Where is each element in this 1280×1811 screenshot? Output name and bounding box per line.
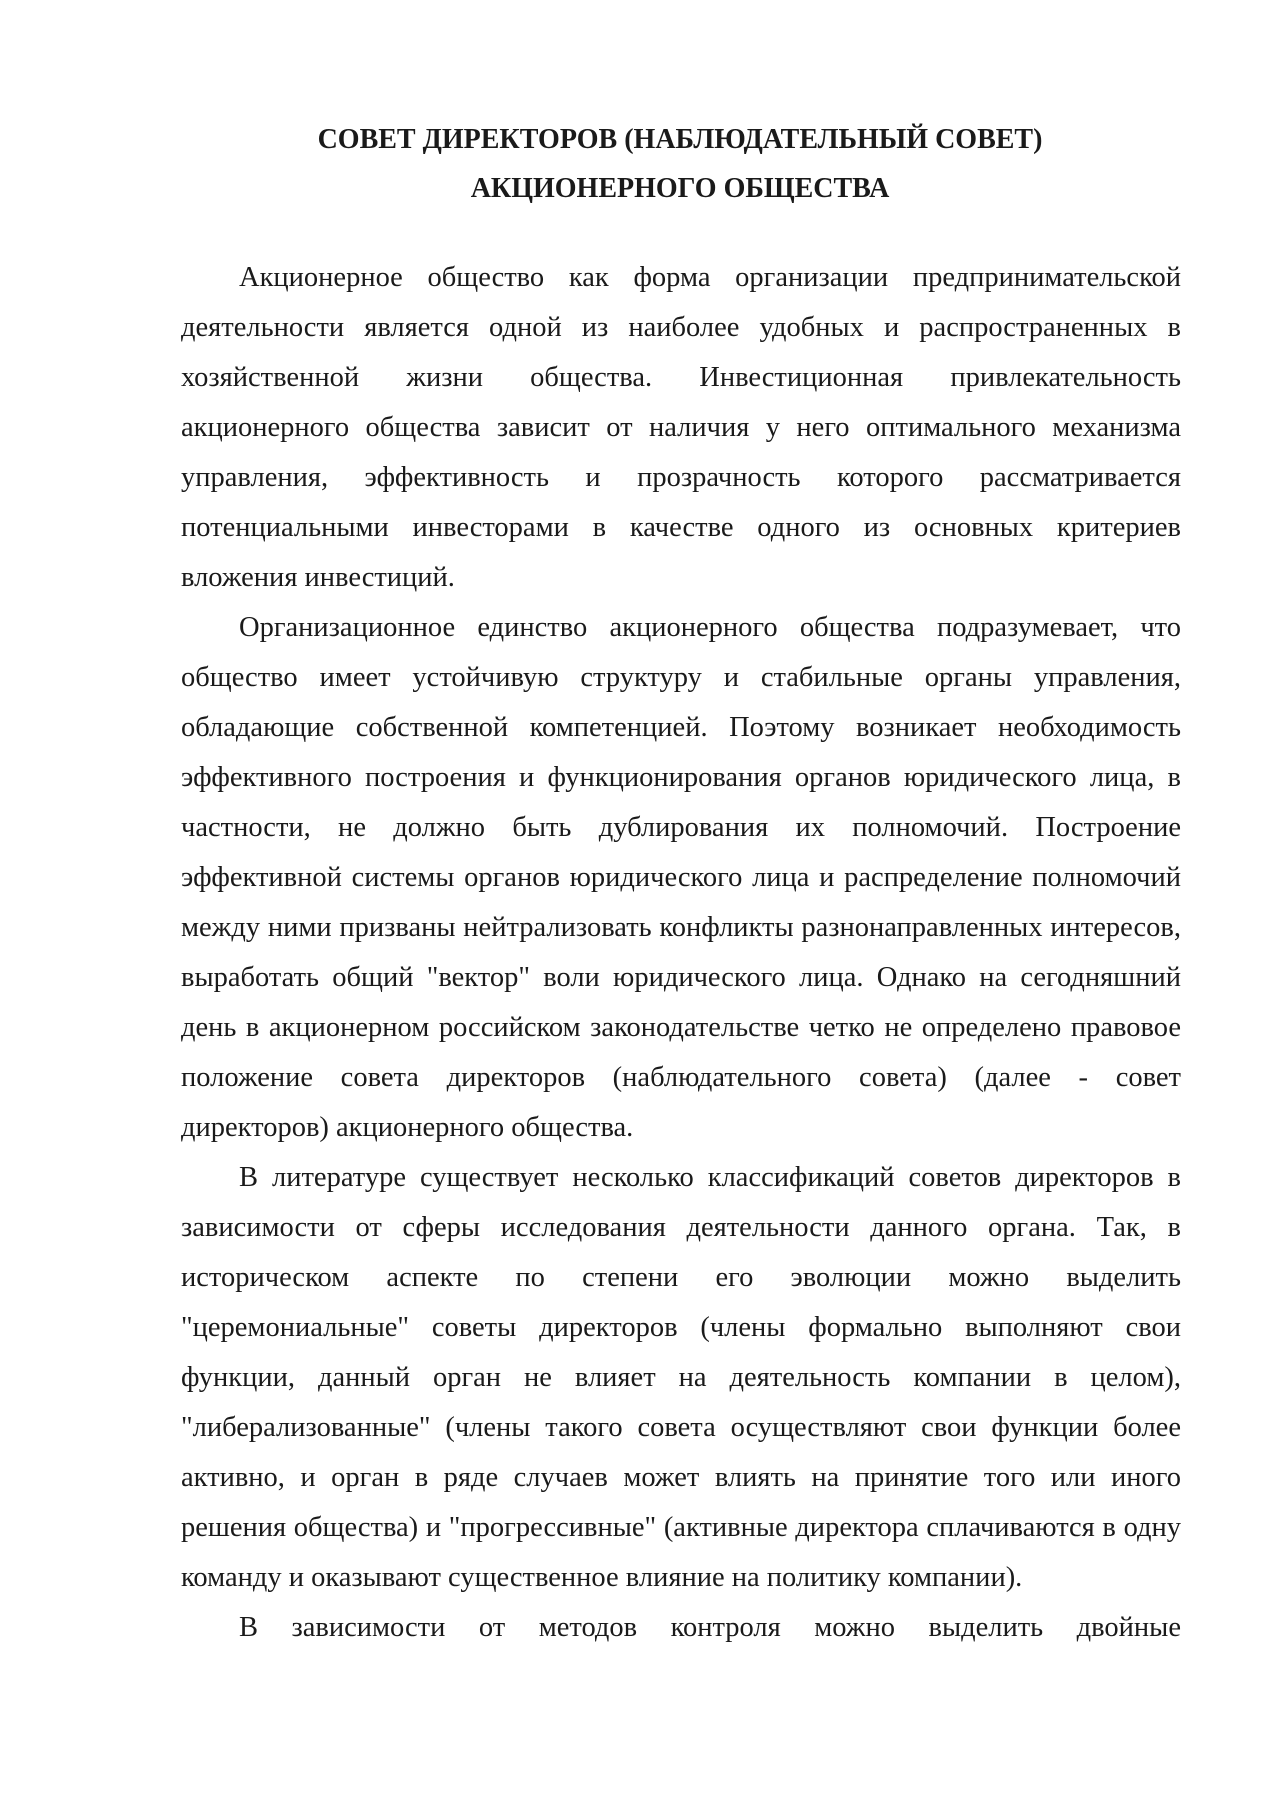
document-body: [181, 253, 1181, 1653]
title-line-1: СОВЕТ ДИРЕКТОРОВ (НАБЛЮДАТЕЛЬНЫЙ СОВЕТ): [317, 124, 1043, 155]
paragraph-4: В зависимости от методов контроля можно выделить двойные: [239, 1612, 1181, 1643]
paragraph-3: В литературе существует несколько классификаций советов директоров в зависимости от сферы исследования деятельности данного органа. Так, в историческом аспекте по степени его эволюции можно выделить "церемониальные" советы директоров (члены формально выполняют свои функции, данный орган не влияет на деятельность компании в целом), "либерализованные" (члены такого совета осуществляют свои функции более активно, и орган в ряде случаев может влиять на принятие того или иного решения общества) и "прогрессивные" (активные директора сплачиваются в одну команду и оказывают существенное влияние на политику компании).: [181, 1162, 1181, 1593]
paragraph-2: Организационное единство акционерного общества подразумевает, что общество имеет устойчивую структуру и стабильные органы управления, обладающие собственной компетенцией. Поэтому возникает необходимость эффективного построения и функционирования органов юридического лица, в частности, не должно быть дублирования их полномочий. Построение эффективной системы органов юридического лица и распределение полномочий между ними призваны нейтрализовать конфликты разнонаправленных интересов, выработать общий "вектор" воли юридического лица. Однако на сегодняшний день в акционерном российском законодательстве четко не определено правовое положение совета директоров (наблюдательного совета) (далее - совет директоров) акционерного общества.: [181, 612, 1181, 1143]
page-title: [180, 115, 1180, 213]
paragraph-1: Акционерное общество как форма организации предпринимательской деятельности является одной из наиболее удобных и распространенных в хозяйственной жизни общества. Инвестиционная привлекательность акционерного общества зависит от наличия у него оптимального механизма управления, эффективность и прозрачность которого рассматривается потенциальными инвесторами в качестве одного из основных критериев вложения инвестиций.: [181, 262, 1181, 593]
title-line-2: АКЦИОНЕРНОГО ОБЩЕСТВА: [470, 173, 890, 204]
